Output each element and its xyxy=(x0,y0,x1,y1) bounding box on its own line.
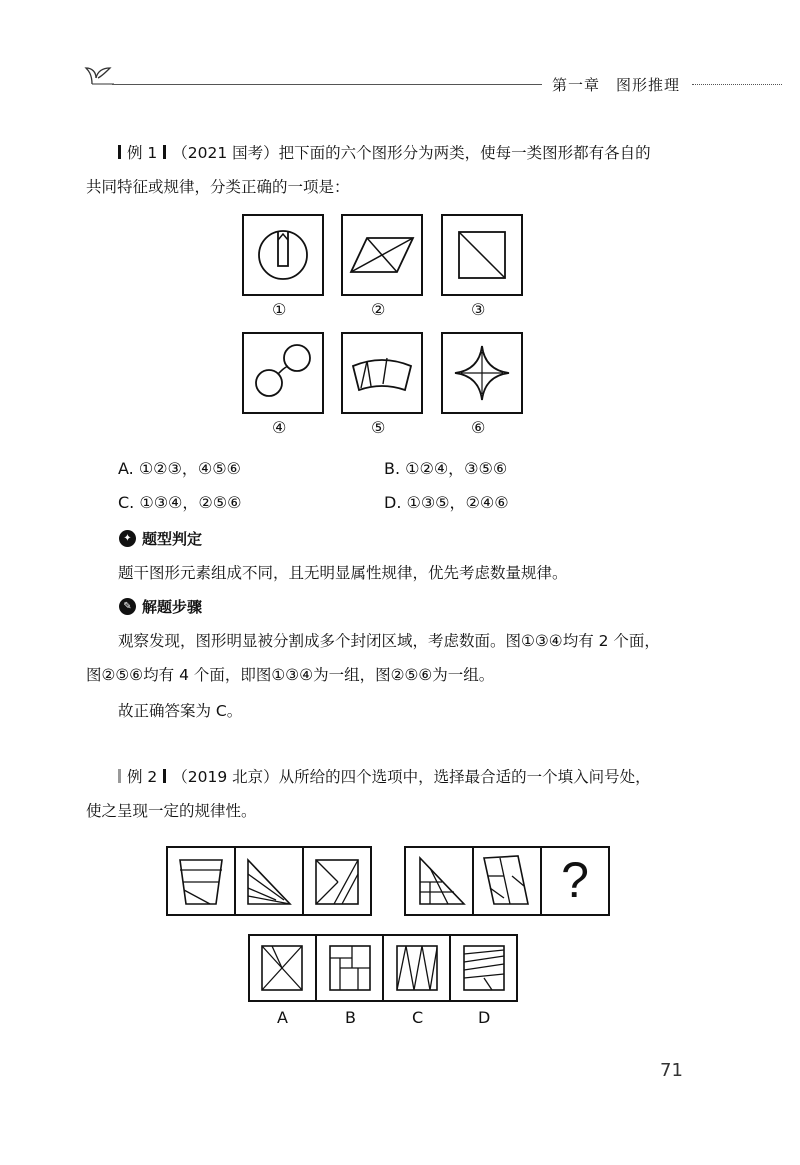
example2-question-line2: 使之呈现一定的规律性。 xyxy=(86,802,257,820)
figure-1 xyxy=(242,214,324,296)
figure-3 xyxy=(441,214,523,296)
header-dots xyxy=(692,84,782,85)
figure-2 xyxy=(341,214,423,296)
section-type-text: 题干图形元素组成不同，且无明显属性规律，优先考虑数量规律。 xyxy=(118,564,568,582)
section-steps-line1: 观察发现，图形明显被分割成多个封闭区域，考虑数面。图①③④均有 2 个面， xyxy=(118,632,660,650)
label-marker xyxy=(118,769,121,783)
example1-label: 例 1 xyxy=(127,144,158,162)
figure-number-2: ② xyxy=(371,300,386,319)
question-group-1 xyxy=(166,846,372,916)
label-marker xyxy=(118,145,121,159)
option-label-a[interactable]: A xyxy=(277,1008,288,1027)
figure-6 xyxy=(441,332,523,414)
figure-4 xyxy=(242,332,324,414)
option-d[interactable]: D. ①③⑤，②④⑥ xyxy=(384,493,509,512)
answer-text: 故正确答案为 C。 xyxy=(118,702,243,720)
page-number: 71 xyxy=(660,1060,683,1081)
example2-question-line1 xyxy=(112,766,651,788)
example2-prompt: （2019 北京）从所给的四个选项中，选择最合适的一个填入问号处， xyxy=(172,768,651,786)
option-label-d[interactable]: D xyxy=(478,1008,491,1027)
figure-number-1: ① xyxy=(272,300,287,319)
option-label-b[interactable]: B xyxy=(345,1008,356,1027)
section-type-title: 题型判定 xyxy=(142,530,203,548)
option-label-c[interactable]: C xyxy=(412,1008,424,1027)
chapter-title: 第一章 图形推理 xyxy=(552,76,681,94)
example2-label: 例 2 xyxy=(127,768,158,786)
example1-question-line1 xyxy=(112,142,651,164)
question-group-2 xyxy=(404,846,610,916)
section-steps-title: 解题步骤 xyxy=(142,598,203,616)
figure-number-3: ③ xyxy=(471,300,486,319)
option-b[interactable]: B. ①②④，③⑤⑥ xyxy=(384,459,508,478)
option-a[interactable]: A. ①②③，④⑤⑥ xyxy=(118,459,241,478)
header-rule xyxy=(112,84,542,85)
figure-5 xyxy=(341,332,423,414)
example1-question-line2: 共同特征或规律，分类正确的一项是： xyxy=(86,178,350,196)
example1-prompt: （2021 国考）把下面的六个图形分为两类，使每一类图形都有各自的 xyxy=(172,144,651,162)
figure-number-6: ⑥ xyxy=(471,418,486,437)
leaf-logo-icon xyxy=(84,62,114,92)
figure-number-5: ⑤ xyxy=(371,418,386,437)
option-c[interactable]: C. ①③④，②⑤⑥ xyxy=(118,493,242,512)
question-mark: ? xyxy=(561,852,589,908)
lightbulb-icon: ✦ xyxy=(119,530,136,547)
pencil-icon: ✎ xyxy=(119,598,136,615)
section-steps-line2: 图②⑤⑥均有 4 个面，即图①③④为一组，图②⑤⑥为一组。 xyxy=(86,666,495,684)
answer-options-row xyxy=(248,934,518,1004)
label-marker xyxy=(163,145,166,159)
figure-number-4: ④ xyxy=(272,418,287,437)
label-marker xyxy=(163,769,166,783)
